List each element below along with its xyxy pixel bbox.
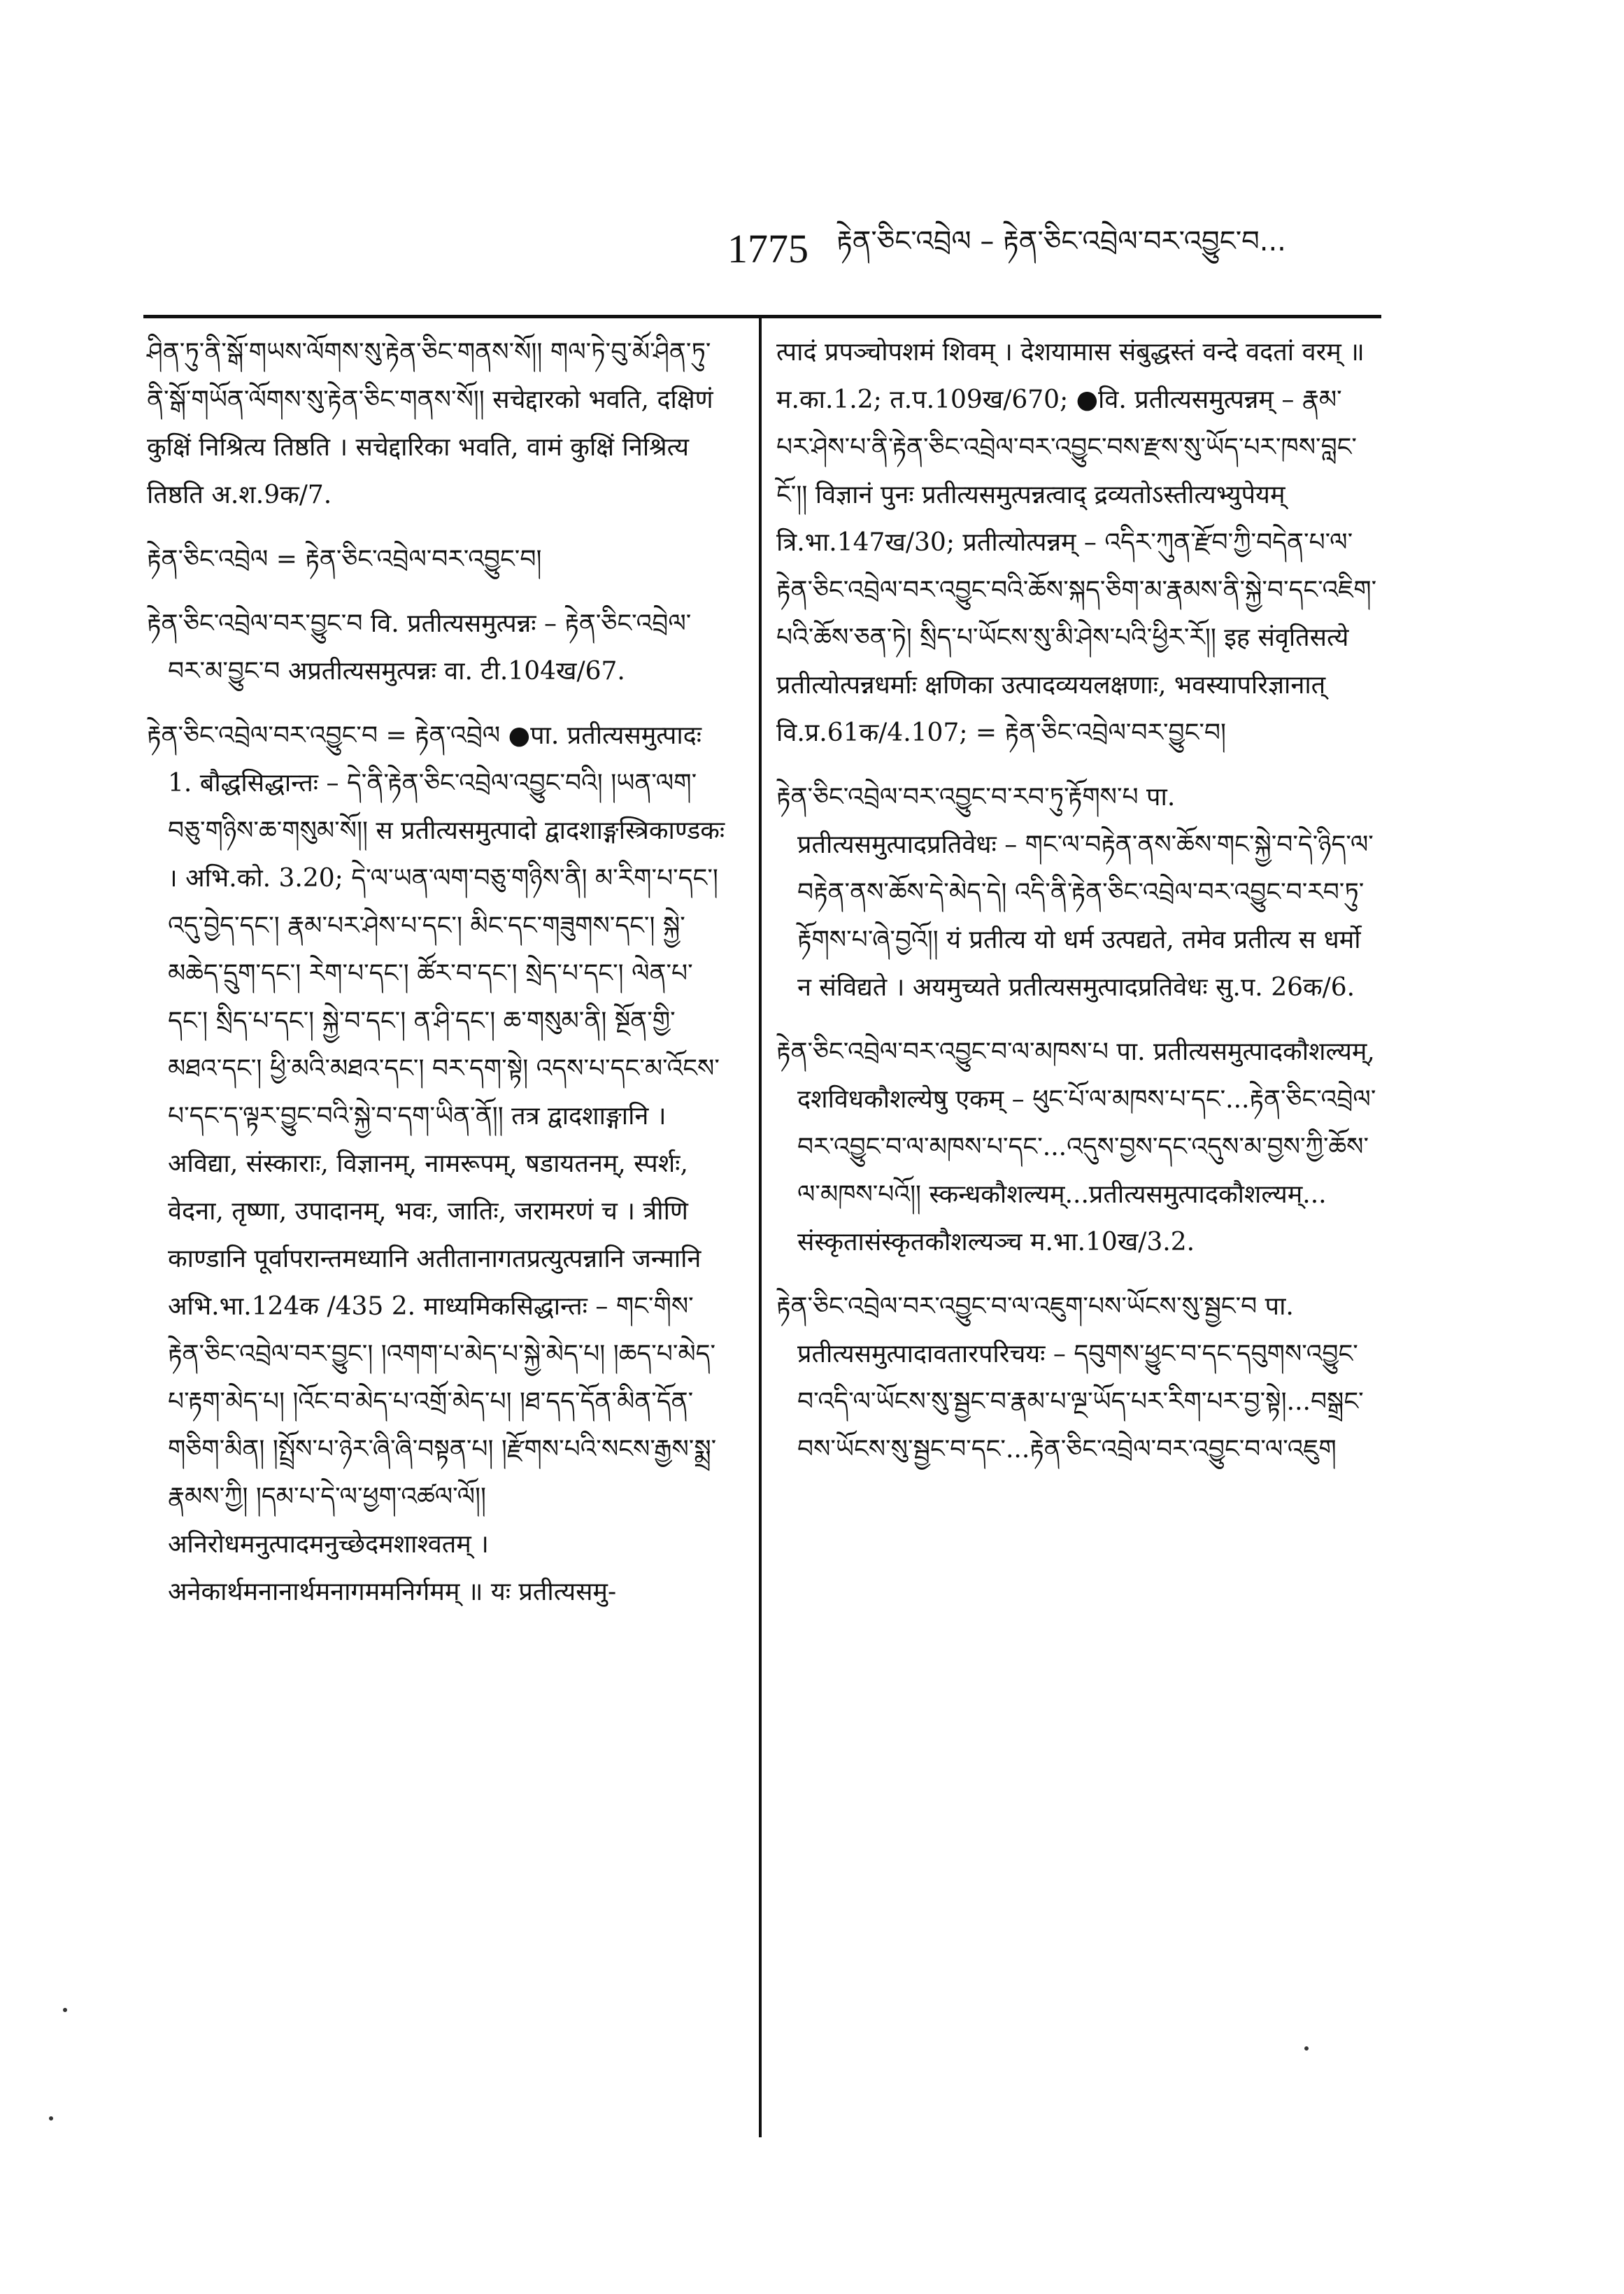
running-head: རྟེན་ཅིང་འབྲེལ – རྟེན་ཅིང་འབྲེལ་བར་འབྱུང་བ... [836, 225, 1286, 257]
dictionary-entry: त्पादं प्रपञ्चोपशमं शिवम् । देशयामास संबुद्धस्तं वन्दे वदतां वरम् ॥ म.का.1.2; त.प.109ख/670; ●वि. प्रतीत्यसमुत्पन्नम् – རྣམ་པར་ཤེས་པ་ནི་རྟེན་ཅིང་འབྲེལ་བར་འབྱུང་བས་རྫས་སུ་ཡོད་པར་ཁས་བླང་ངོ་།། विज्ञानं पुनः प्रतीत्यसमुत्पन्नत्वाद् द्रव्यतोऽस्तीत्यभ्युपेयम् त्रि.भा.147ख/30; प्रतीत्योत्पन्नम् – འདིར་ཀུན་རྫོབ་ཀྱི་བདེན་པ་ལ་རྟེན་ཅིང་འབྲེལ་བར་འབྱུང་བའི་ཆོས་སྐད་ཅིག་མ་རྣམས་ནི་སྐྱེ་བ་དང་འཇིག་པའི་ཆོས་ཅན་ཏེ། སྲིད་པ་ཡོངས་སུ་མི་ཤེས་པའི་ཕྱིར་རོ།། इह संवृतिसत्ये प्रतीत्योत्पन्नधर्माः क्षणिका उत्पादव्ययलक्षणाः, भवस्यापरिज्ञानात् वि.प्र.61क/4.107; = རྟེན་ཅིང་འབྲེལ་བར་བྱུང་བ། [776, 338, 1377, 747]
page-number: 1775 [727, 225, 809, 271]
left-column [147, 329, 727, 1633]
dictionary-entry: རྟེན་ཅིང་འབྲེལ་བར་འབྱུང་བ་རབ་ཏུ་རྟོགས་པ पा. प्रतीत्यसमुत्पादप्रतिवेधः – གང་ལ་བརྟེན་ནས་ཆོས་གང་སྐྱེ་བ་དེ་ཉིད་ལ་བརྟེན་ནས་ཆོས་དེ་མེད་དེ། འདི་ནི་རྟེན་ཅིང་འབྲེལ་བར་འབྱུང་བ་རབ་ཏུ་རྟོགས་པ་ཞེ་བྱའོ།། यं प्रतीत्य यो धर्म उत्पद्यते, तमेव प्रतीत्य स धर्मो न संविद्यते । अयमुच्यते प्रतीत्यसमुत्पादप्रतिवेधः सु.प. 26क/6. [776, 783, 1374, 1002]
dictionary-entry: རྟེན་ཅིང་འབྲེལ = རྟེན་ཅིང་འབྲེལ་བར་འབྱུང་བ། [147, 545, 542, 574]
column-divider [759, 318, 762, 2137]
dictionary-entry: ཤིན་ཏུ་ནི་སྒོ་གཡས་ལོགས་སུ་རྟེན་ཅིང་གནས་སོ།། གལ་ཏེ་བུ་མོ་ཤིན་ཏུ་ནི་སྒོ་གཡོན་ལོགས་སུ་རྟེན་ཅིང་གནས་སོ།། सचेद्दारको भवति, दक्षिणं कुक्षिं निश्रित्य तिष्ठति । सचेद्दारिका भवति, वामं कुक्षिं निश्रित्य तिष्ठति अ.श.9क/7. [147, 338, 713, 509]
dictionary-entry: རྟེན་ཅིང་འབྲེལ་བར་བྱུང་བ वि. प्रतीत्यसमुत्पन्नः – རྟེན་ཅིང་འབྲེལ་བར་མ་བྱུང་བ अप्रतीत्यसमुत्पन्नः वा. टी.104ख/67. [147, 609, 692, 686]
page-header [727, 210, 1372, 287]
right-column [776, 329, 1378, 1490]
header-rule [143, 315, 1381, 318]
dictionary-entry: རྟེན་ཅིང་འབྲེལ་བར་འབྱུང་བ་ལ་འཇུག་པས་ཡོངས་སུ་སྦྱང་བ पा. प्रतीत्यसमुत्पादावतारपरिचयः – དབུགས་ཕྱུང་བ་དང་དབུགས་འབྱུང་བ་འདི་ལ་ཡོངས་སུ་སྦྱང་བ་རྣམ་པ་ལྔ་ཡོད་པར་རིག་པར་བྱ་སྟེ།...བསྒྲང་བས་ཡོངས་སུ་སྦྱང་བ་དང་...རྟེན་ཅིང་འབྲེལ་བར་འབྱུང་བ་ལ་འཇུག [776, 1292, 1364, 1464]
dictionary-entry: རྟེན་ཅིང་འབྲེལ་བར་འབྱུང་བ = རྟེན་འབྲེལ ●पा. प्रतीत्यसमुत्पादः 1. बौद्धसिद्धान्तः – དེ་ནི་རྟེན་ཅིང་འབྲེལ་འབྱུང་བའི། །ཡན་ལག་བཅུ་གཉིས་ཆ་གསུམ་སོ།། स प्रतीत्यसमुत्पादो द्वादशाङ्गस्त्रिकाण्डकः । अभि.को. 3.20; དེ་ལ་ཡན་ལག་བཅུ་གཉིས་ནི། མ་རིག་པ་དང་། འདུ་བྱེད་དང་། རྣམ་པར་ཤེས་པ་དང་། མིང་དང་གཟུགས་དང་། སྐྱེ་མཆེད་དྲུག་དང་། རེག་པ་དང་། ཚོར་བ་དང་། སྲེད་པ་དང་། ལེན་པ་དང་། སྲིད་པ་དང་། སྐྱེ་བ་དང་། ན་ཤི་དང་། ཆ་གསུམ་ནི། སྔོན་གྱི་མཐའ་དང་། ཕྱི་མའི་མཐའ་དང་། བར་དག་སྟེ། འདས་པ་དང་མ་འོངས་པ་དང་ད་ལྟར་བྱུང་བའི་སྐྱེ་བ་དག་ཡིན་ནོ།། तत्र द्वादशाङ्गानि । अविद्या, संस्काराः, विज्ञानम्, नामरूपम्, षडायतनम्, स्पर्शः, वेदना, तृष्णा, उपादानम्, भवः, जातिः, जरामरणं च । त्रीणि काण्डानि पूर्वापरान्तमध्यानि अतीतानागतप्रत्युत्पन्नानि जन्मानि अभि.भा.124क /435 2. माध्यमिकसिद्धान्तः – གང་གིས་རྟེན་ཅིང་འབྲེལ་བར་བྱུང་། །འགག་པ་མེད་པ་སྐྱེ་མེད་པ། །ཆད་པ་མེད་པ་རྟག་མེད་པ། །འོང་བ་མེད་པ་འགྲོ་མེད་པ། །ཐ་དད་དོན་མིན་དོན་གཅིག་མིན། །སྤྲོས་པ་ཉེར་ཞི་ཞི་བསྟན་པ། །རྫོགས་པའི་སངས་རྒྱས་སྨྲ་རྣམས་ཀྱི། །དམ་པ་དེ་ལ་ཕྱག་འཚལ་ལོ།། अनिरोधमनुत्पादमनुच्छेदमशाश्वतम् । अनेकार्थमनानार्थमनागममनिर्गमम् ॥ यः प्रतीत्यसमु- [147, 721, 725, 1606]
scan-speck [1304, 2046, 1309, 2051]
scan-speck [49, 2116, 53, 2120]
dictionary-entry: རྟེན་ཅིང་འབྲེལ་བར་འབྱུང་བ་ལ་མཁས་པ पा. प्रतीत्यसमुत्पादकौशल्यम्, दशविधकौशल्येषु एकम् – ཕུང་པོ་ལ་མཁས་པ་དང་...རྟེན་ཅིང་འབྲེལ་བར་འབྱུང་བ་ལ་མཁས་པ་དང་...འདུས་བྱས་དང་འདུས་མ་བྱས་ཀྱི་ཆོས་ལ་མཁས་པའོ།། स्कन्धकौशल्यम्...प्रतीत्यसमुत्पादकौशल्यम्... संस्कृतासंस्कृतकौशल्यञ्च म.भा.10ख/3.2. [776, 1038, 1376, 1256]
scan-speck [63, 2008, 67, 2012]
